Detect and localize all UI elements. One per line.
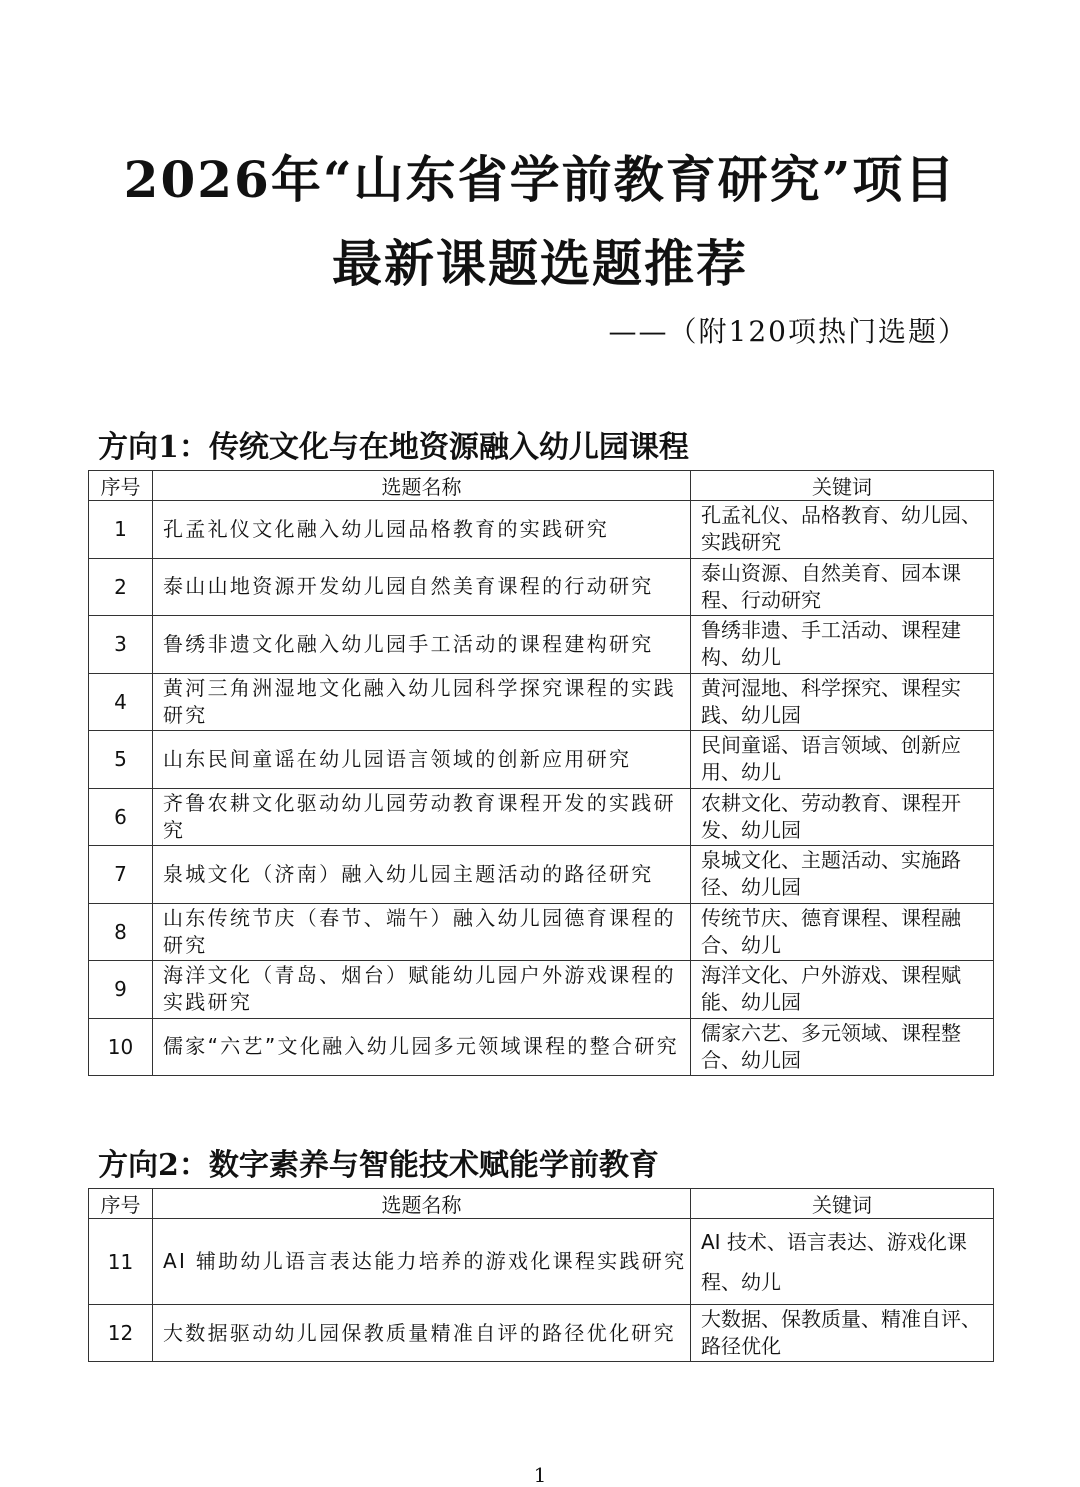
row-number: 2 [89,558,153,616]
table-row [89,903,994,961]
row-number: 8 [89,903,153,961]
row-number: 12 [89,1305,153,1362]
topic-keywords: 黄河湿地、科学探究、课程实践、幼儿园 [691,673,994,731]
topic-keywords: 农耕文化、劳动教育、课程开发、幼儿园 [691,788,994,846]
document-subtitle: ——（附120项热门选题） [608,315,968,348]
table-row [89,1219,994,1305]
topic-name: AI 辅助幼儿语言表达能力培养的游戏化课程实践研究 [153,1219,691,1305]
table-header-row [89,1189,994,1219]
topic-name: 泉城文化（济南）融入幼儿园主题活动的路径研究 [153,846,691,904]
topics-table-2 [88,1188,994,1362]
topic-name: 山东民间童谣在幼儿园语言领域的创新应用研究 [153,731,691,789]
topic-name: 儒家“六艺”文化融入幼儿园多元领域课程的整合研究 [153,1018,691,1076]
table-row [89,731,994,789]
topic-keywords: AI 技术、语言表达、游戏化课程、幼儿 [691,1219,994,1305]
section-heading-2: 方向2：数字素养与智能技术赋能学前教育 [98,1148,659,1183]
table-row [89,616,994,674]
topic-keywords: 泉城文化、主题活动、实施路径、幼儿园 [691,846,994,904]
row-number: 9 [89,961,153,1019]
topic-keywords: 鲁绣非遗、手工活动、课程建构、幼儿 [691,616,994,674]
row-number: 3 [89,616,153,674]
topic-name: 泰山山地资源开发幼儿园自然美育课程的行动研究 [153,558,691,616]
topic-name: 孔孟礼仪文化融入幼儿园品格教育的实践研究 [153,501,691,559]
page-number: 1 [533,1463,547,1487]
topic-keywords: 大数据、保教质量、精准自评、路径优化 [691,1305,994,1362]
header-keywords: 关键词 [691,471,994,501]
table-row [89,788,994,846]
document-title-line-2: 最新课题选题推荐 [332,234,748,293]
row-number: 5 [89,731,153,789]
topic-name: 山东传统节庆（春节、端午）融入幼儿园德育课程的研究 [153,903,691,961]
row-number: 4 [89,673,153,731]
topic-name: 大数据驱动幼儿园保教质量精准自评的路径优化研究 [153,1305,691,1362]
table-row [89,673,994,731]
topic-keywords: 儒家六艺、多元领域、课程整合、幼儿园 [691,1018,994,1076]
row-number: 10 [89,1018,153,1076]
row-number: 7 [89,846,153,904]
table-row [89,846,994,904]
topic-keywords: 孔孟礼仪、品格教育、幼儿园、实践研究 [691,501,994,559]
table-row [89,558,994,616]
topic-keywords: 海洋文化、户外游戏、课程赋能、幼儿园 [691,961,994,1019]
topic-name: 黄河三角洲湿地文化融入幼儿园科学探究课程的实践研究 [153,673,691,731]
topic-keywords: 民间童谣、语言领域、创新应用、幼儿 [691,731,994,789]
table-row [89,961,994,1019]
row-number: 1 [89,501,153,559]
table-row [89,1018,994,1076]
topic-name: 齐鲁农耕文化驱动幼儿园劳动教育课程开发的实践研究 [153,788,691,846]
table-header-row [89,471,994,501]
table-row [89,501,994,559]
header-name: 选题名称 [153,471,691,501]
topic-keywords: 泰山资源、自然美育、园本课程、行动研究 [691,558,994,616]
row-number: 6 [89,788,153,846]
section-heading-1: 方向1：传统文化与在地资源融入幼儿园课程 [98,430,689,465]
header-num: 序号 [89,471,153,501]
table-row [89,1305,994,1362]
topics-table-1 [88,470,994,1076]
document-title-line-1: 2026年“山东省学前教育研究”项目 [123,150,957,209]
topic-keywords: 传统节庆、德育课程、课程融合、幼儿 [691,903,994,961]
header-num: 序号 [89,1189,153,1219]
header-keywords: 关键词 [691,1189,994,1219]
row-number: 11 [89,1219,153,1305]
topic-name: 海洋文化（青岛、烟台）赋能幼儿园户外游戏课程的实践研究 [153,961,691,1019]
topic-name: 鲁绣非遗文化融入幼儿园手工活动的课程建构研究 [153,616,691,674]
header-name: 选题名称 [153,1189,691,1219]
